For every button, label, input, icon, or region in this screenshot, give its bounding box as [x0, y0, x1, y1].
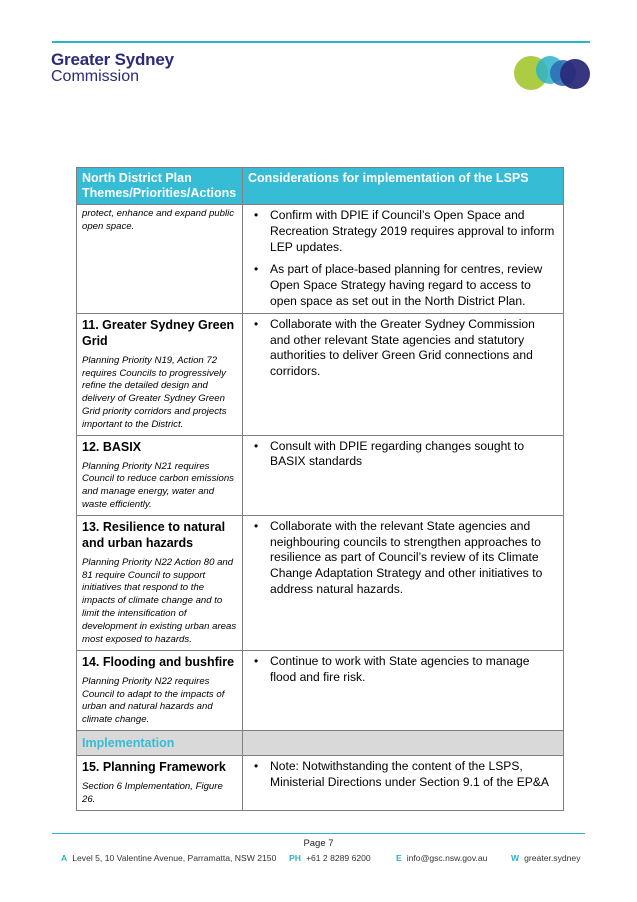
- bullet-item: • Note: Notwithstanding the content of the LSPS, Ministerial Directions under Section 9.1 of the EP&A: [248, 759, 558, 791]
- bullet-item: • Collaborate with the relevant State agencies and neighbouring councils to strengthen approaches to resilience as part of Council’s review of its Climate Change Adaptation Strategy and other initiatives to address natural hazards.: [248, 519, 558, 598]
- footer-address: [61, 853, 276, 863]
- table-row: [77, 755, 564, 810]
- row-desc: protect, enhance and expand public open space.: [82, 208, 235, 232]
- email-label: E: [396, 853, 402, 863]
- address-text: Level 5, 10 Valentine Avenue, Parramatta, NSW 2150: [72, 853, 277, 863]
- table-row: [77, 205, 564, 314]
- consideration-cell: [243, 435, 564, 515]
- row-title: 12. BASIX: [82, 439, 142, 454]
- col1-header: North District Plan Themes/Priorities/Actions: [77, 168, 243, 205]
- implementation-cell: [77, 730, 243, 755]
- logo-line-1: Greater Sydney: [51, 50, 174, 69]
- address-label: A: [61, 853, 68, 863]
- row-title: 15. Planning Framework: [82, 759, 226, 774]
- consideration-cell: [243, 205, 564, 314]
- phone-label: PH: [289, 853, 301, 863]
- navy-circle: [560, 59, 590, 89]
- consideration-cell: [243, 755, 564, 810]
- row-desc: Planning Priority N19, Action 72 requires Councils to progressively refine the detailed design and delivery of Greater Sydney Green Grid priority corridors and projects important to the District.: [82, 354, 227, 430]
- bullet-item: • Confirm with DPIE if Council’s Open Space and Recreation Strategy 2019 requires approval to inform LEP updates.: [248, 208, 558, 255]
- theme-cell: [77, 650, 243, 730]
- row-desc: Planning Priority N22 requires Council to adapt to the impacts of urban and natural hazards and climate change.: [82, 675, 225, 726]
- implementation-blank-cell: [243, 730, 564, 755]
- row-title: 14. Flooding and bushfire: [82, 654, 235, 669]
- bullet-item: • Continue to work with State agencies to manage flood and fire risk.: [248, 654, 558, 686]
- footer-web[interactable]: [511, 853, 581, 863]
- table-row: [77, 435, 564, 515]
- email-link[interactable]: info@gsc.nsw.gov.au: [406, 853, 488, 863]
- row-desc: Planning Priority N21 requires Council to reduce carbon emissions and manage energy, water and waste efficiently.: [82, 460, 234, 510]
- implementation-row: [77, 730, 564, 755]
- row-desc: Section 6 Implementation, Figure 26.: [82, 780, 223, 805]
- theme-cell: [77, 515, 243, 650]
- table-row: [77, 650, 564, 730]
- footer-phone: [289, 853, 371, 863]
- logo-line-2: Commission: [51, 68, 140, 85]
- row-title: 13. Resilience to natural and urban hazards: [82, 519, 226, 550]
- footer-rule: [52, 833, 585, 834]
- gsc-logo-text: [51, 51, 174, 85]
- logo-circles-icon: [513, 55, 593, 91]
- table-row: [77, 313, 564, 435]
- theme-cell: [77, 435, 243, 515]
- row-title: 11. Greater Sydney Green Grid: [82, 317, 235, 348]
- bullet-item: • As part of place-based planning for centres, review Open Space Strategy having regard to access to open space as set out in the North District Plan.: [248, 262, 558, 309]
- footer-email[interactable]: [396, 853, 487, 863]
- implementation-label: Implementation: [82, 735, 175, 750]
- page-number: Page 7: [303, 838, 334, 849]
- web-link[interactable]: greater.sydney: [524, 853, 581, 863]
- consideration-cell: [243, 515, 564, 650]
- consideration-cell: [243, 313, 564, 435]
- implementation-table: [76, 167, 564, 811]
- bullet-item: • Consult with DPIE regarding changes sought to BASIX standards: [248, 439, 558, 471]
- consideration-cell: [243, 650, 564, 730]
- web-label: W: [511, 853, 520, 863]
- theme-cell: [77, 205, 243, 314]
- theme-cell: [77, 755, 243, 810]
- phone-text: +61 2 8289 6200: [305, 853, 371, 863]
- col2-header: Considerations for implementation of the LSPS: [243, 168, 564, 205]
- row-desc: Planning Priority N22 Action 80 and 81 require Council to support initiatives that respond to the impacts of climate change and to limit the intensification of development in existing urban areas most exposed to hazards.: [82, 556, 237, 645]
- theme-cell: [77, 313, 243, 435]
- table-header-row: [77, 168, 564, 205]
- table-row: [77, 515, 564, 650]
- bullet-item: • Collaborate with the Greater Sydney Commission and other relevant State agencies and statutory authorities to deliver Green Grid connections and corridors.: [248, 317, 558, 380]
- header-rule: [52, 41, 590, 43]
